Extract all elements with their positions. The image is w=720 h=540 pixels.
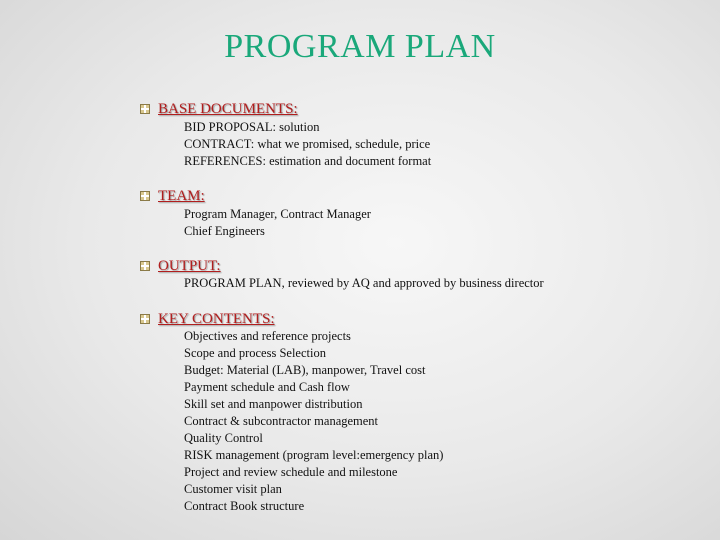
section-key-contents	[140, 310, 443, 515]
plus-bullet-icon	[140, 314, 150, 324]
item-text: what we promised, schedule, price	[257, 137, 431, 151]
list-item: Objectives and reference projects	[184, 329, 351, 343]
list-item	[184, 119, 431, 136]
list-item: Customer visit plan	[184, 482, 282, 496]
item-key: CONTRACT:	[184, 137, 255, 151]
section-output	[140, 257, 544, 292]
list-item: Scope and process Selection	[184, 346, 326, 360]
plus-bullet-icon	[140, 261, 150, 271]
list-item	[184, 153, 431, 170]
section-heading: TEAM:	[158, 187, 205, 204]
item-text: estimation and document format	[269, 154, 432, 168]
list-item: RISK management (program level:emergency plan)	[184, 448, 444, 462]
plus-bullet-icon	[140, 191, 150, 201]
page-title: PROGRAM PLAN	[224, 28, 496, 65]
list-item: Quality Control	[184, 431, 263, 445]
item-key: PROGRAM PLAN,	[184, 276, 285, 290]
section-heading: BASE DOCUMENTS:	[158, 100, 298, 117]
list-item	[184, 136, 431, 153]
item-text: reviewed by AQ and approved by business director	[287, 276, 544, 290]
list-item: Payment schedule and Cash flow	[184, 380, 350, 394]
item-key: BID PROPOSAL:	[184, 120, 277, 134]
item-key: REFERENCES:	[184, 154, 266, 168]
list-item: Contract & subcontractor management	[184, 414, 379, 428]
section-heading: KEY CONTENTS:	[158, 310, 275, 327]
list-item	[184, 275, 544, 292]
section-team	[140, 187, 371, 240]
list-item: Budget: Material (LAB), manpower, Travel cost	[184, 363, 426, 377]
item-text: solution	[279, 120, 320, 134]
section-heading: OUTPUT:	[158, 257, 221, 274]
list-item: Skill set and manpower distribution	[184, 397, 363, 411]
list-item: Chief Engineers	[184, 224, 265, 238]
section-base-documents	[140, 100, 431, 170]
list-item: Contract Book structure	[184, 499, 305, 513]
plus-bullet-icon	[140, 104, 150, 114]
list-item: Program Manager, Contract Manager	[184, 207, 371, 221]
list-item: Project and review schedule and milestone	[184, 465, 398, 479]
